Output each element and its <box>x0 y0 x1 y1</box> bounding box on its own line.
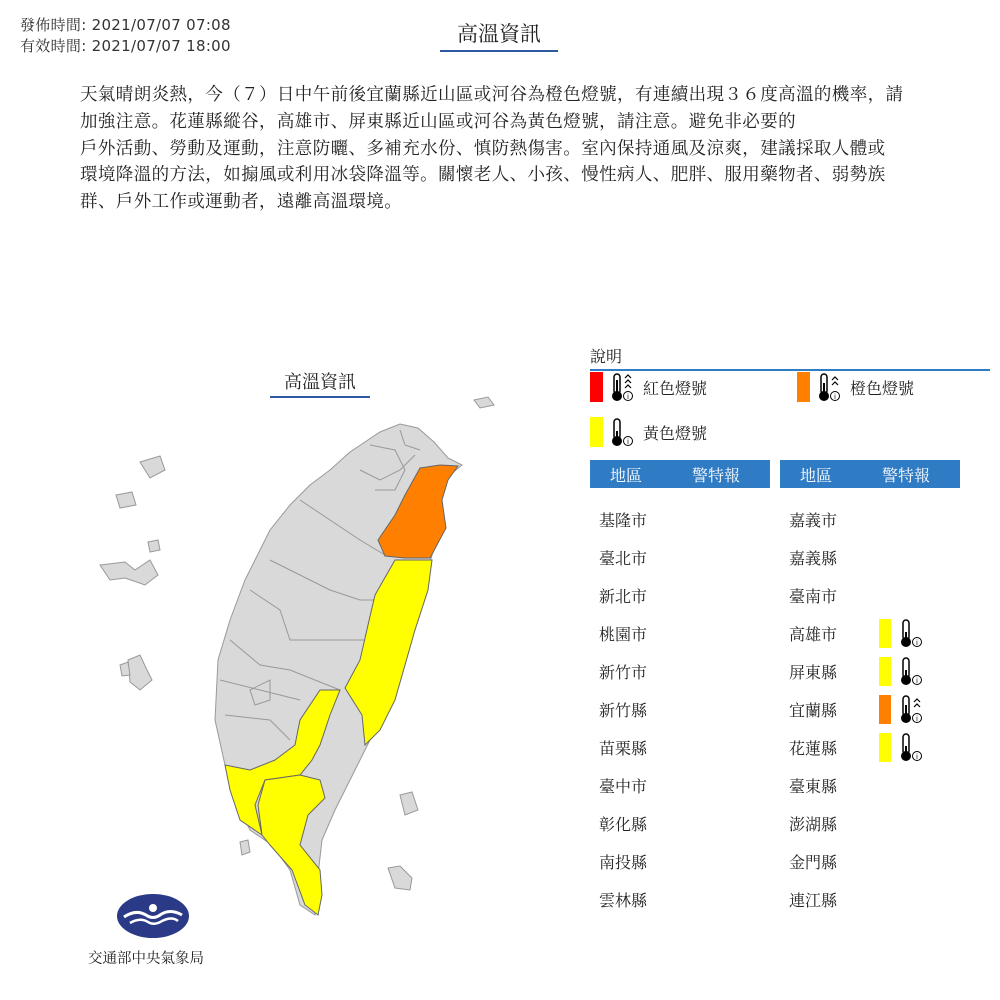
description-line: 群、戶外工作或運動者，遠離高溫環境。 <box>80 192 403 213</box>
thermometer-orange-icon <box>816 372 842 402</box>
matsu-islands <box>140 456 165 478</box>
warning-indicator <box>879 694 924 724</box>
region-list-right <box>780 500 960 918</box>
header-region: 地區 <box>799 465 832 485</box>
orange-swatch <box>879 695 891 724</box>
map-title: 高溫資訊 <box>270 368 370 398</box>
svg-text:i: i <box>916 639 918 647</box>
region-name: 宜蘭縣 <box>789 700 838 720</box>
region-name: 新竹市 <box>599 662 648 682</box>
region-name: 臺北市 <box>599 548 648 568</box>
thermometer-yellow-icon <box>609 417 635 447</box>
region-name: 臺南市 <box>789 586 838 606</box>
green-island <box>400 792 418 815</box>
region-name: 花蓮縣 <box>789 738 838 758</box>
table-row <box>780 842 960 880</box>
yellow-swatch <box>879 657 891 686</box>
warning-indicator <box>879 618 924 648</box>
table-row <box>590 652 770 690</box>
region-name: 屏東縣 <box>789 662 838 682</box>
description-line: 戶外活動、勞動及運動，注意防曬、多補充水份、慎防熱傷害。室內保持通風及涼爽，建議採取人體或 <box>80 138 886 159</box>
table-row <box>590 614 770 652</box>
table-row <box>780 766 960 804</box>
table-row <box>780 538 960 576</box>
svg-text:i: i <box>627 438 629 446</box>
table-row <box>590 728 770 766</box>
region-name: 彰化縣 <box>599 814 648 834</box>
thermometer-yellow-icon <box>898 656 924 686</box>
description-line: 環境降溫的方法，如搧風或利用冰袋降溫等。關懷老人、小孩、慢性病人、肥胖、服用藥物者、弱勢族 <box>80 165 886 186</box>
table-row <box>590 538 770 576</box>
region-name: 基隆市 <box>599 510 648 530</box>
table-row <box>780 880 960 918</box>
legend-item-yellow <box>590 417 707 447</box>
region-name: 新竹縣 <box>599 700 648 720</box>
agency-name: 交通部中央氣象局 <box>88 951 204 967</box>
table-row <box>590 804 770 842</box>
table-row <box>780 690 960 728</box>
table-row <box>780 804 960 842</box>
header-warning: 警特報 <box>881 465 930 485</box>
region-name: 臺中市 <box>599 776 648 796</box>
yellow-swatch <box>590 417 603 447</box>
red-swatch <box>590 372 603 402</box>
thermometer-red-icon <box>609 372 635 402</box>
table-row <box>780 576 960 614</box>
kinmen-island <box>100 560 158 585</box>
table-header-right <box>780 460 960 488</box>
table-header-left <box>590 460 770 488</box>
table-row <box>590 766 770 804</box>
region-name: 高雄市 <box>789 624 838 644</box>
legend-label-yellow: 黃色燈號 <box>643 423 708 443</box>
table-row <box>780 500 960 538</box>
yellow-swatch <box>879 733 891 762</box>
table-row <box>590 842 770 880</box>
valid-time: 有效時間: 2021/07/07 18:00 <box>20 37 231 55</box>
region-name: 連江縣 <box>789 890 838 910</box>
table-row <box>590 500 770 538</box>
legend-title: 說明 <box>590 344 990 371</box>
legend-label-orange: 橙色燈號 <box>850 378 915 398</box>
svg-text:i: i <box>834 393 836 401</box>
region-name: 嘉義市 <box>789 510 838 530</box>
region-name: 苗栗縣 <box>599 738 648 758</box>
table-row <box>780 652 960 690</box>
legend-label-red: 紅色燈號 <box>643 378 708 398</box>
orange-swatch <box>797 372 810 402</box>
region-name: 桃園市 <box>599 624 648 644</box>
thermometer-yellow-icon <box>898 618 924 648</box>
region-name: 嘉義縣 <box>789 548 838 568</box>
issue-time: 發佈時間: 2021/07/07 07:08 <box>20 16 231 34</box>
warning-indicator <box>879 656 924 686</box>
cwb-logo <box>116 893 190 939</box>
header-warning: 警特報 <box>691 465 740 485</box>
legend-item-red <box>590 372 707 402</box>
region-name: 南投縣 <box>599 852 648 872</box>
table-row <box>590 690 770 728</box>
orchid-island <box>388 866 412 890</box>
region-name: 雲林縣 <box>599 890 648 910</box>
table-row <box>780 728 960 766</box>
yellow-swatch <box>879 619 891 648</box>
description-line: 加強注意。花蓮縣縱谷，高雄市、屏東縣近山區或河谷為黃色燈號，請注意。避免非必要的 <box>80 111 796 132</box>
thermometer-orange-icon <box>898 694 924 724</box>
legend-item-orange <box>797 372 914 402</box>
region-list-left <box>590 500 770 918</box>
svg-text:i: i <box>627 393 629 401</box>
table-row <box>780 614 960 652</box>
region-name: 金門縣 <box>789 852 838 872</box>
svg-text:i: i <box>916 753 918 761</box>
region-name: 臺東縣 <box>789 776 838 796</box>
header-region: 地區 <box>609 465 642 485</box>
region-name: 澎湖縣 <box>789 814 838 834</box>
svg-text:i: i <box>916 677 918 685</box>
table-row <box>590 880 770 918</box>
description-line: 天氣晴朗炎熱，今（７）日中午前後宜蘭縣近山區或河谷為橙色燈號，有連續出現３６度高溫的機率，請 <box>80 85 904 105</box>
penghu-islands <box>128 655 152 690</box>
warning-indicator <box>879 732 924 762</box>
region-name: 新北市 <box>599 586 648 606</box>
thermometer-yellow-icon <box>898 732 924 762</box>
page-title: 高溫資訊 <box>440 18 558 52</box>
svg-text:i: i <box>916 715 918 723</box>
table-row <box>590 576 770 614</box>
